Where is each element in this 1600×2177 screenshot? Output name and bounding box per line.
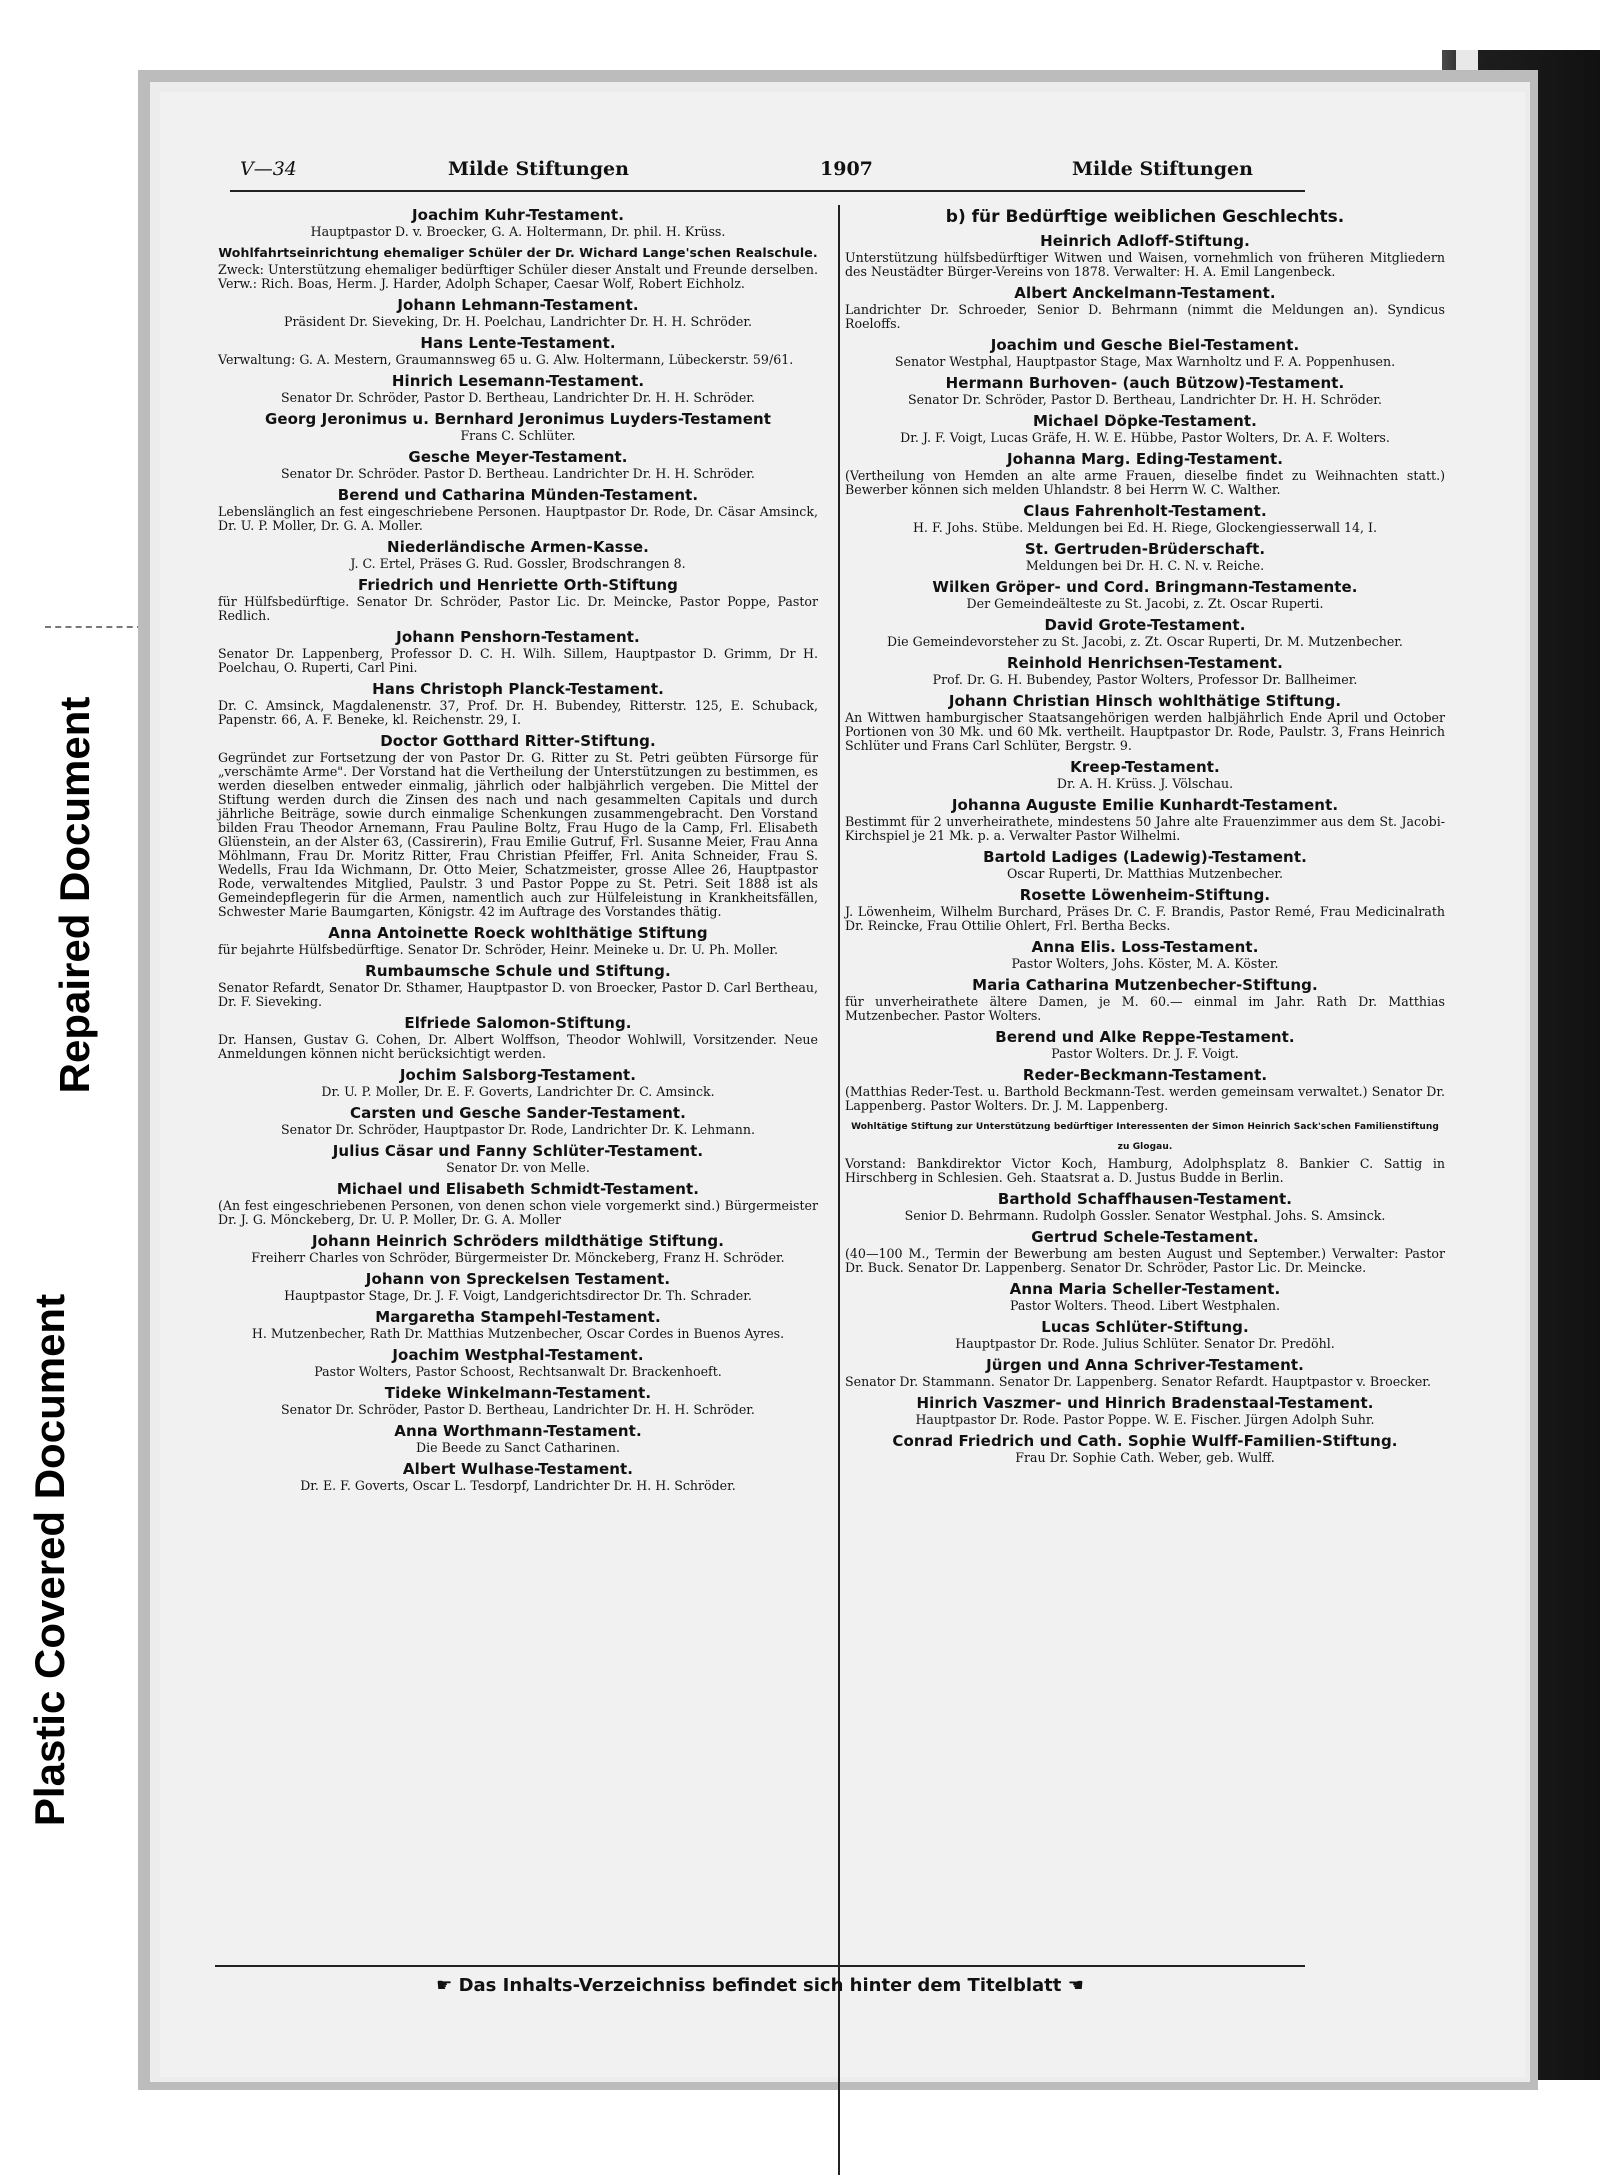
entry-title: Rosette Löwenheim-Stiftung. bbox=[1019, 886, 1271, 904]
entry-title: Albert Wulhase-Testament. bbox=[402, 1460, 634, 1478]
entry-body: Prof. Dr. G. H. Bubendey, Pastor Wolters, Professor Dr. Ballheimer. bbox=[932, 672, 1358, 687]
bottom-rule bbox=[215, 1965, 1305, 1967]
entry-title: St. Gertruden-Brüderschaft. bbox=[1024, 540, 1266, 558]
entry bbox=[845, 1279, 1445, 1313]
entry bbox=[218, 731, 818, 919]
entry bbox=[218, 1141, 818, 1175]
entry-title: Joachim Kuhr-Testament. bbox=[412, 206, 624, 224]
entry-title: Doctor Gotthard Ritter-Stiftung. bbox=[380, 732, 656, 750]
entry-body: Verwaltung: G. A. Mestern, Graumannsweg 65 u. G. Alw. Holtermann, Lübeckerstr. 59/61. bbox=[218, 352, 794, 367]
header-rule bbox=[230, 190, 1305, 192]
entry-title: Hinrich Vaszmer- und Hinrich Bradenstaal-Testament. bbox=[916, 1394, 1374, 1412]
entry-body: Lebenslänglich an fest eingeschriebene Personen. Hauptpastor Dr. Rode, Dr. Cäsar Amsinck, Dr. U. P. Moller, Dr. G. A. Moller. bbox=[218, 504, 818, 533]
entry-title: Carsten und Gesche Sander-Testament. bbox=[350, 1104, 686, 1122]
entry bbox=[845, 283, 1445, 331]
entry bbox=[218, 371, 818, 405]
right-entry-list bbox=[845, 231, 1445, 1465]
entry-body: An Wittwen hamburgischer Staatsangehörigen werden halbjährlich Ende April und October Portionen von 30 Mk. und 60 Mk. vertheilt. Hauptpastor Dr. Rode, Paulstr. 3, Frans Heinrich Schlüter und Frans Carl Schlüter, Bergstr. 9. bbox=[845, 710, 1445, 753]
entry-title: Wohltätige Stiftung zur Unterstützung bedürftiger Interessenten der Simon Heinrich Sack'schen Familienstiftung zu Glogau. bbox=[851, 1122, 1439, 1152]
entry-title: Reder-Beckmann-Testament. bbox=[1022, 1066, 1268, 1084]
pointing-hand-icon: ☚ bbox=[1067, 1975, 1084, 1996]
entry bbox=[845, 449, 1445, 497]
entry-body: Vorstand: Bankdirektor Victor Koch, Hamburg, Adolphsplatz 8. Bankier C. Sattig in Hirschberg in Schlesien. Geh. Staatsrat a. D. Justus Budde in Berlin. bbox=[845, 1156, 1445, 1185]
entry-title: Claus Fahrenholt-Testament. bbox=[1023, 502, 1267, 520]
entry bbox=[845, 937, 1445, 971]
entry-title: Anna Maria Scheller-Testament. bbox=[1009, 1280, 1281, 1298]
entry-title: Johann Lehmann-Testament. bbox=[397, 296, 639, 314]
entry-body: Pastor Wolters, Pastor Schoost, Rechtsanwalt Dr. Brackenhoeft. bbox=[314, 1364, 722, 1379]
entry-body: Senator Dr. von Melle. bbox=[446, 1160, 590, 1175]
entry-title: Hans Lente-Testament. bbox=[420, 334, 616, 352]
entry-title: Anna Antoinette Roeck wohlthätige Stiftung bbox=[328, 924, 708, 942]
entry bbox=[218, 1103, 818, 1137]
entry-title: David Grote-Testament. bbox=[1044, 616, 1246, 634]
entry-body: Präsident Dr. Sieveking, Dr. H. Poelchau, Landrichter Dr. H. H. Schröder. bbox=[283, 314, 753, 329]
entry-title: Maria Catharina Mutzenbecher-Stiftung. bbox=[972, 976, 1318, 994]
entry-body: Pastor Wolters, Johs. Köster, M. A. Köster. bbox=[1011, 956, 1279, 971]
entry bbox=[845, 577, 1445, 611]
entry bbox=[218, 1345, 818, 1379]
entry-title: Anna Elis. Loss-Testament. bbox=[1031, 938, 1259, 956]
entry-title: Reinhold Henrichsen-Testament. bbox=[1007, 654, 1283, 672]
entry bbox=[218, 1231, 818, 1265]
entry-body: Hauptpastor D. v. Broecker, G. A. Holtermann, Dr. phil. H. Krüss. bbox=[310, 224, 726, 239]
entry-title: Georg Jeronimus u. Bernhard Jeronimus Luyders-Testament bbox=[264, 410, 772, 428]
entry bbox=[218, 575, 818, 623]
entry-title: Jochim Salsborg-Testament. bbox=[399, 1066, 637, 1084]
entry bbox=[218, 485, 818, 533]
entry-title: Johann von Spreckelsen Testament. bbox=[365, 1270, 671, 1288]
page-header bbox=[230, 158, 1305, 188]
entry-title: Berend und Alke Reppe-Testament. bbox=[995, 1028, 1295, 1046]
entry-body: Pastor Wolters. Theod. Libert Westphalen. bbox=[1009, 1298, 1281, 1313]
entry-title: Johann Heinrich Schröders mildthätige Stiftung. bbox=[311, 1232, 725, 1250]
entry-title: Lucas Schlüter-Stiftung. bbox=[1041, 1318, 1249, 1336]
entry bbox=[218, 1065, 818, 1099]
entry bbox=[845, 795, 1445, 843]
entry-body: Oscar Ruperti, Dr. Matthias Mutzenbecher. bbox=[1006, 866, 1283, 881]
entry bbox=[845, 691, 1445, 753]
entry-title: Hermann Burhoven- (auch Bützow)-Testament. bbox=[945, 374, 1345, 392]
entry-title: Hinrich Lesemann-Testament. bbox=[391, 372, 645, 390]
entry bbox=[845, 757, 1445, 791]
entry-title: Margaretha Stampehl-Testament. bbox=[375, 1308, 661, 1326]
entry-title: Julius Cäsar und Fanny Schlüter-Testament. bbox=[332, 1142, 704, 1160]
entry bbox=[845, 373, 1445, 407]
entry-body: J. C. Ertel, Präses G. Rud. Gossler, Brodschrangen 8. bbox=[350, 556, 686, 571]
entry-title: Bartold Ladiges (Ladewig)-Testament. bbox=[983, 848, 1307, 866]
entry-body: Dr. J. F. Voigt, Lucas Gräfe, H. W. E. Hübbe, Pastor Wolters, Dr. A. F. Wolters. bbox=[900, 430, 1390, 445]
entry-body: Der Gemeindeälteste zu St. Jacobi, z. Zt. Oscar Ruperti. bbox=[966, 596, 1324, 611]
entry-title: Wilken Gröper- und Cord. Bringmann-Testamente. bbox=[932, 578, 1358, 596]
entry bbox=[845, 1065, 1445, 1113]
entry bbox=[845, 231, 1445, 279]
header-title-right: Milde Stiftungen bbox=[1072, 158, 1253, 180]
entry bbox=[218, 409, 818, 443]
header-year: 1907 bbox=[820, 158, 873, 180]
entry-body: Gegründet zur Fortsetzung der von Pastor Dr. G. Ritter zu St. Petri geübten Fürsorge für „verschämte Arme". Der Vorstand hat die Vertheilung der Unterstützungen zu bestimmen, es werden dieselben entweder einmalig, jährlich oder halbjährlich vergeben. Die Mittel der Stiftung werden durch die Zinsen des nach und nach gesammelten Capitals und durch jährliche Beiträge, sowie durch einmalige Schenkungen zusammengebracht. Den Vorstand bilden Frau Theodor Arnemann, Frau Pauline Boltz, Frau Hugo de la Camp, Frl. Elisabeth Glüenstein, an der Alster 63, (Cassirerin), Frau Emilie Gutruf, Frl. Susanne Meier, Frau Anna Möhlmann, Frau Dr. Moritz Ritter, Frau Christian Pfeiffer, Frl. Anita Schneider, Frau S. Wedells, Frau Ida Wichmann, Dr. Otto Meier, Schatzmeister, grosse Allee 26, Hauptpastor Rode, verwaltendes Mitglied, Paulstr. 3 und Pastor Poppe zu St. Petri. Seit 1888 ist als Gemeindepflegerin für die Armen, namentlich auch zur Hülfeleistung in Krankheitsfällen, Schwester Marie Baumgarten, Königstr. 42 im Auftrage des Vorstandes thätig. bbox=[218, 750, 818, 919]
entry-body: (Matthias Reder-Test. u. Barthold Beckmann-Test. werden gemeinsam verwaltet.) Senator Dr. Lappenberg. Pastor Wolters. Dr. J. M. Lappenberg. bbox=[845, 1084, 1445, 1113]
entry-body: für Hülfsbedürftige. Senator Dr. Schröder, Pastor Lic. Dr. Meincke, Pastor Poppe, Pastor Redlich. bbox=[218, 594, 818, 623]
entry-body: Senator Dr. Schröder. Pastor D. Bertheau. Landrichter Dr. H. H. Schröder. bbox=[281, 466, 755, 481]
left-column bbox=[218, 205, 818, 1497]
entry-body: Zweck: Unterstützung ehemaliger bedürftiger Schüler dieser Anstalt und Freunde derselben. Verw.: Rich. Boas, Herm. J. Harder, Adolph Schaper, Caesar Wolf, Robert Eichholz. bbox=[218, 262, 818, 291]
entry-body: Dr. C. Amsinck, Magdalenenstr. 37, Prof. Dr. H. Bubendey, Ritterstr. 125, E. Schuback, Papenstr. 66, A. F. Beneke, kl. Reichenstr. 29, I. bbox=[218, 698, 818, 727]
entry-title: Gertrud Schele-Testament. bbox=[1031, 1228, 1259, 1246]
entry bbox=[218, 1013, 818, 1061]
entry-title: Michael und Elisabeth Schmidt-Testament. bbox=[336, 1180, 700, 1198]
entry bbox=[218, 295, 818, 329]
entry-body: Bestimmt für 2 unverheirathete, mindestens 50 Jahre alte Frauenzimmer aus dem St. Jacobi-Kirchspiel je 21 Mk. p. a. Verwalter Pastor Wilhelmi. bbox=[845, 814, 1445, 843]
entry-body: Senator Refardt, Senator Dr. Sthamer, Hauptpastor D. von Broecker, Pastor D. Carl Bertheau, Dr. F. Sieveking. bbox=[218, 980, 818, 1009]
entry-body: Senator Dr. Schröder, Pastor D. Bertheau, Landrichter Dr. H. H. Schröder. bbox=[281, 390, 755, 405]
entry-body: Pastor Wolters. Dr. J. F. Voigt. bbox=[1051, 1046, 1239, 1061]
entry-body: Hauptpastor Dr. Rode. Julius Schlüter. Senator Dr. Predöhl. bbox=[955, 1336, 1335, 1351]
entry-title: Johanna Marg. Eding-Testament. bbox=[1006, 450, 1284, 468]
entry-body: Landrichter Dr. Schroeder, Senior D. Behrmann (nimmt die Meldungen an). Syndicus Roeloffs. bbox=[845, 302, 1445, 331]
entry bbox=[218, 1421, 818, 1455]
entry-title: Wohlfahrtseinrichtung ehemaliger Schüler der Dr. Wichard Lange'schen Realschule. bbox=[218, 245, 818, 260]
entry-body: Freiherr Charles von Schröder, Bürgermeister Dr. Mönckeberg, Franz H. Schröder. bbox=[251, 1250, 785, 1265]
section-heading: b) für Bedürftige weiblichen Geschlechts. bbox=[945, 207, 1345, 227]
entry-title: Albert Anckelmann-Testament. bbox=[1014, 284, 1276, 302]
entry bbox=[218, 627, 818, 675]
entry-body: (Vertheilung von Hemden an alte arme Frauen, dieselbe findet zu Weihnachten statt.) Bewerber können sich melden Uhlandstr. 8 bei Herrn W. C. Walther. bbox=[845, 468, 1445, 497]
entry-body: H. F. Johs. Stübe. Meldungen bei Ed. H. Riege, Glockengiesserwall 14, I. bbox=[912, 520, 1378, 535]
entry bbox=[218, 1179, 818, 1227]
entry-body: Dr. A. H. Krüss. J. Völschau. bbox=[1056, 776, 1234, 791]
entry-body: Frans C. Schlüter. bbox=[460, 428, 576, 443]
entry-title: Johann Christian Hinsch wohlthätige Stiftung. bbox=[948, 692, 1342, 710]
entry-body: Senator Dr. Schröder, Pastor D. Bertheau, Landrichter Dr. H. H. Schröder. bbox=[908, 392, 1382, 407]
entry-body: Hauptpastor Stage, Dr. J. F. Voigt, Landgerichtsdirector Dr. Th. Schrader. bbox=[284, 1288, 752, 1303]
entry-body: Senator Dr. Schröder, Hauptpastor Dr. Rode, Landrichter Dr. K. Lehmann. bbox=[281, 1122, 755, 1137]
entry bbox=[845, 1355, 1445, 1389]
entry-title: Joachim Westphal-Testament. bbox=[392, 1346, 644, 1364]
footer-text: Das Inhalts-Verzeichniss befindet sich hinter dem Titelblatt bbox=[458, 1975, 1062, 1996]
entry-title: Conrad Friedrich und Cath. Sophie Wulff-Familien-Stiftung. bbox=[892, 1432, 1398, 1450]
entry-title: Niederländische Armen-Kasse. bbox=[387, 538, 649, 556]
entry bbox=[218, 1269, 818, 1303]
entry bbox=[845, 1431, 1445, 1465]
footer-note bbox=[215, 1975, 1305, 1996]
pointing-hand-icon: ☛ bbox=[436, 1975, 453, 1996]
entry bbox=[218, 333, 818, 367]
entry bbox=[845, 411, 1445, 445]
entry-title: Barthold Schaffhausen-Testament. bbox=[997, 1190, 1293, 1208]
entry bbox=[845, 975, 1445, 1023]
entry bbox=[845, 501, 1445, 535]
entry-title: Michael Döpke-Testament. bbox=[1033, 412, 1257, 430]
entry bbox=[845, 1393, 1445, 1427]
entry bbox=[845, 1117, 1445, 1185]
entry bbox=[218, 1307, 818, 1341]
entry-title: Rumbaumsche Schule und Stiftung. bbox=[365, 962, 671, 980]
entry bbox=[845, 1027, 1445, 1061]
plastic-covered-document-label: Plastic Covered Document bbox=[26, 1293, 73, 1827]
entry-title: Anna Worthmann-Testament. bbox=[394, 1422, 642, 1440]
entry-body: Senator Dr. Schröder, Pastor D. Bertheau, Landrichter Dr. H. H. Schröder. bbox=[281, 1402, 755, 1417]
entry-body: Hauptpastor Dr. Rode. Pastor Poppe. W. E. Fischer. Jürgen Adolph Suhr. bbox=[915, 1412, 1375, 1427]
entry bbox=[218, 961, 818, 1009]
entry bbox=[845, 1227, 1445, 1275]
dashed-separator bbox=[45, 626, 143, 628]
entry-body: J. Löwenheim, Wilhelm Burchard, Präses Dr. C. F. Brandis, Pastor Remé, Frau Medicinalrath Dr. Reincke, Frau Ottilie Ohlert, Frl. Bertha Becks. bbox=[845, 904, 1445, 933]
entry-title: Tideke Winkelmann-Testament. bbox=[384, 1384, 652, 1402]
entry-body: Dr. E. F. Goverts, Oscar L. Tesdorpf, Landrichter Dr. H. H. Schröder. bbox=[300, 1478, 736, 1493]
entry bbox=[845, 539, 1445, 573]
entry bbox=[845, 1189, 1445, 1223]
entry bbox=[218, 1383, 818, 1417]
entry-title: Friedrich und Henriette Orth-Stiftung bbox=[357, 576, 679, 594]
entry-title: Kreep-Testament. bbox=[1070, 758, 1220, 776]
entry bbox=[218, 243, 818, 291]
entry bbox=[845, 1317, 1445, 1351]
entry-title: Elfriede Salomon-Stiftung. bbox=[404, 1014, 632, 1032]
entry-body: Unterstützung hülfsbedürftiger Witwen und Waisen, vornehmlich von früheren Mitgliedern des Neustädter Bürger-Vereins von 1878. Verwalter: H. A. Emil Langenbeck. bbox=[845, 250, 1445, 279]
entry-body: Dr. Hansen, Gustav G. Cohen, Dr. Albert Wolffson, Theodor Wohlwill, Vorsitzender. Neue Anmeldungen können nicht berücksichtigt werden. bbox=[218, 1032, 818, 1061]
entry-body: für unverheirathete ältere Damen, je M. 60.— einmal im Jahr. Rath Dr. Matthias Mutzenbecher. Pastor Wolters. bbox=[845, 994, 1445, 1023]
entry-title: Hans Christoph Planck-Testament. bbox=[372, 680, 664, 698]
page-number: V—34 bbox=[240, 158, 297, 180]
entry bbox=[845, 653, 1445, 687]
entry bbox=[218, 1459, 818, 1493]
entry-body: (An fest eingeschriebenen Personen, von denen schon viele vorgemerkt sind.) Bürgermeister Dr. J. G. Mönckeberg, Dr. U. P. Moller, Dr. G. A. Moller bbox=[218, 1198, 818, 1227]
entry-title: Heinrich Adloff-Stiftung. bbox=[1040, 232, 1250, 250]
entry-body: für bejahrte Hülfsbedürftige. Senator Dr. Schröder, Heinr. Meineke u. Dr. U. Ph. Moller. bbox=[218, 942, 779, 957]
entry bbox=[845, 847, 1445, 881]
entry-body: Meldungen bei Dr. H. C. N. v. Reiche. bbox=[1025, 558, 1265, 573]
entry-body: Frau Dr. Sophie Cath. Weber, geb. Wulff. bbox=[1015, 1450, 1275, 1465]
entry bbox=[218, 923, 818, 957]
right-column bbox=[845, 205, 1445, 1469]
entry-title: Jürgen und Anna Schriver-Testament. bbox=[986, 1356, 1304, 1374]
entry-body: Die Gemeindevorsteher zu St. Jacobi, z. Zt. Oscar Ruperti, Dr. M. Mutzenbecher. bbox=[887, 634, 1403, 649]
entry bbox=[218, 205, 818, 239]
entry-title: Berend und Catharina Münden-Testament. bbox=[337, 486, 699, 504]
entry-body: Dr. U. P. Moller, Dr. E. F. Goverts, Landrichter Dr. C. Amsinck. bbox=[321, 1084, 715, 1099]
entry bbox=[845, 335, 1445, 369]
entry-body: Senator Westphal, Hauptpastor Stage, Max Warnholtz und F. A. Poppenhusen. bbox=[894, 354, 1396, 369]
entry-title: Joachim und Gesche Biel-Testament. bbox=[990, 336, 1300, 354]
entry bbox=[845, 615, 1445, 649]
entry-title: Gesche Meyer-Testament. bbox=[408, 448, 628, 466]
entry-body: Die Beede zu Sanct Catharinen. bbox=[416, 1440, 620, 1455]
entry bbox=[218, 679, 818, 727]
entry-body: Senior D. Behrmann. Rudolph Gossler. Senator Westphal. Johs. S. Amsinck. bbox=[904, 1208, 1386, 1223]
header-title-left: Milde Stiftungen bbox=[448, 158, 629, 180]
repaired-document-label: Repaired Document bbox=[51, 696, 98, 1094]
entry-body: H. Mutzenbecher, Rath Dr. Matthias Mutzenbecher, Oscar Cordes in Buenos Ayres. bbox=[251, 1326, 785, 1341]
entry-body: Senator Dr. Lappenberg, Professor D. C. H. Wilh. Sillem, Hauptpastor D. Grimm, Dr H. Poelchau, O. Ruperti, Carl Pini. bbox=[218, 646, 818, 675]
entry bbox=[218, 447, 818, 481]
entry bbox=[845, 885, 1445, 933]
entry-body: Senator Dr. Stammann. Senator Dr. Lappenberg. Senator Refardt. Hauptpastor v. Broecker. bbox=[845, 1374, 1431, 1389]
entry-body: (40—100 M., Termin der Bewerbung am besten August und September.) Verwalter: Pastor Dr. Buck. Senator Dr. Lappenberg. Senator Dr. Schröder, Pastor Lic. Dr. Meincke. bbox=[845, 1246, 1445, 1275]
entry bbox=[218, 537, 818, 571]
column-divider bbox=[838, 205, 840, 2175]
entry-title: Johann Penshorn-Testament. bbox=[396, 628, 640, 646]
entry-title: Johanna Auguste Emilie Kunhardt-Testament. bbox=[951, 796, 1339, 814]
